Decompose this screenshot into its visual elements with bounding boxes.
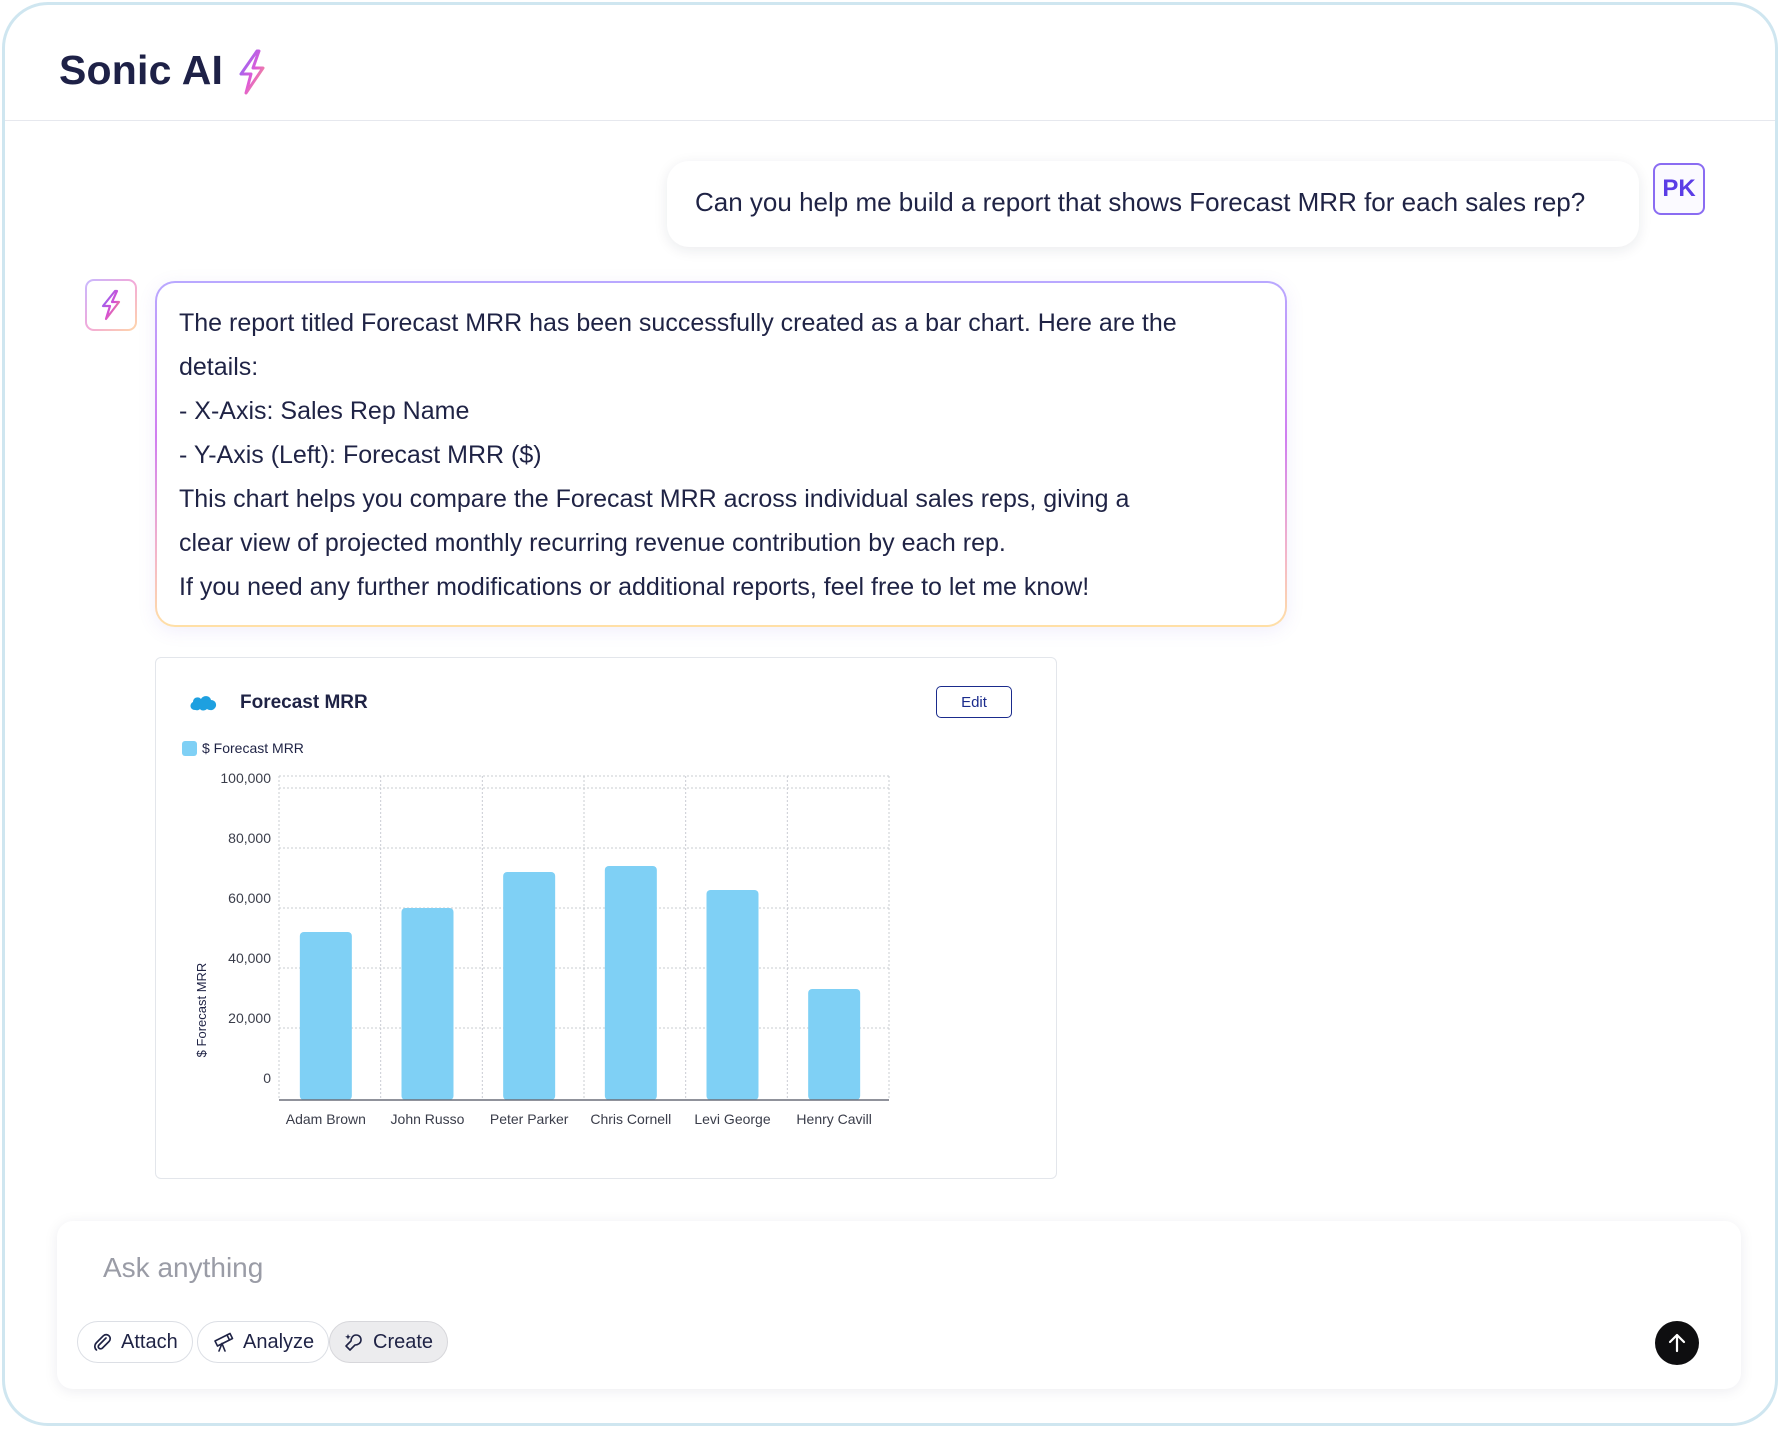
x-tick-label: Peter Parker [489,1111,569,1127]
y-tick-label: 100,000 [220,770,271,786]
bar [605,866,657,1100]
assistant-message-bubble [155,281,1287,627]
attach-label: Attach [121,1330,178,1353]
x-tick-label: John Russo [390,1111,465,1127]
bar [503,872,555,1100]
telescope-icon [212,1332,234,1352]
x-tick-label: Chris Cornell [590,1111,672,1127]
message-composer [57,1221,1741,1389]
bar [300,932,352,1100]
lightning-bolt-icon [98,289,124,321]
x-tick-label: Henry Cavill [796,1111,872,1127]
create-label: Create [373,1330,434,1353]
app-window [2,2,1778,1426]
user-message-bubble: Can you help me build a report that shows Forecast MRR for each sales rep? [667,161,1639,247]
user-avatar[interactable]: PK [1653,163,1705,215]
ask-input[interactable] [101,1243,1505,1293]
assistant-message-line: clear view of projected monthly recurring revenue contribution by each rep. [179,529,1006,557]
y-tick-label: 40,000 [228,950,271,966]
y-tick-label: 20,000 [228,1010,271,1026]
x-tick-label: Levi George [694,1111,771,1127]
assistant-message-line: If you need any further modifications or additional reports, feel free to let me know! [179,573,1090,601]
attach-button[interactable] [77,1321,193,1363]
app-header [5,5,1775,121]
y-axis-label: $ Forecast MRR [194,962,209,1058]
arrow-up-icon [1666,1332,1688,1354]
bar [808,989,860,1100]
x-tick-label: Adam Brown [285,1111,366,1127]
create-button[interactable] [329,1321,448,1363]
analyze-label: Analyze [243,1330,315,1353]
analyze-button[interactable] [197,1321,329,1363]
lightning-bolt-icon [235,49,269,95]
bar [707,890,759,1100]
sparkle-brush-icon [344,1332,364,1352]
chart-title: Forecast MRR [240,692,368,713]
bar-chart [156,658,1058,1180]
y-tick-label: 0 [263,1070,271,1086]
assistant-message-line: This chart helps you compare the Forecast MRR across individual sales reps, giving a [179,485,1130,513]
send-button[interactable] [1655,1321,1699,1365]
assistant-message-line: details: [179,353,259,381]
bar [402,908,454,1100]
edit-report-button[interactable]: Edit [936,686,1012,718]
assistant-message-line: The report titled Forecast MRR has been successfully created as a bar chart. Here are the [179,309,1177,337]
assistant-message-line: - Y-Axis (Left): Forecast MRR ($) [179,441,542,469]
y-tick-label: 80,000 [228,830,271,846]
legend-label: $ Forecast MRR [202,740,304,756]
assistant-avatar [85,279,137,331]
app-title: Sonic AI [59,47,224,93]
paperclip-icon [92,1332,112,1352]
y-tick-label: 60,000 [228,890,271,906]
assistant-message-line: - X-Axis: Sales Rep Name [179,397,470,425]
report-chart-card [155,657,1057,1179]
